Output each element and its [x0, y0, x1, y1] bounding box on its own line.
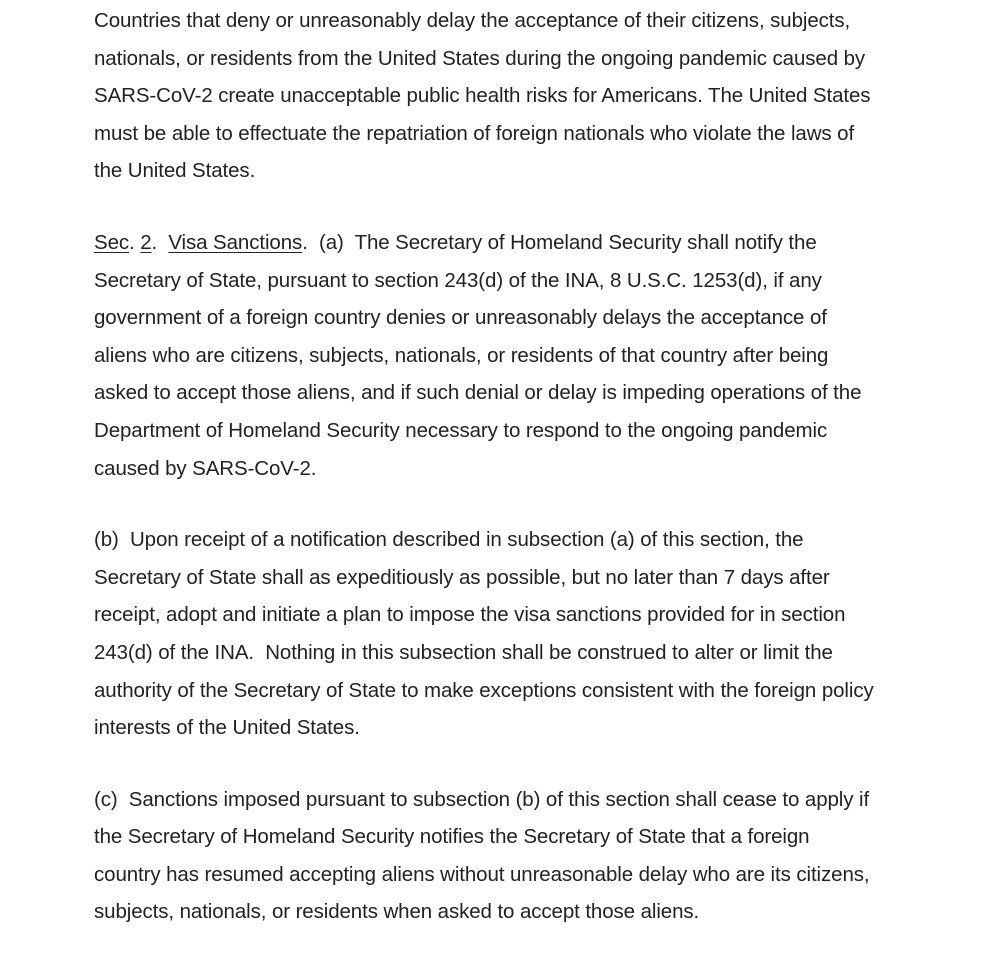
section-number-dot: .	[151, 230, 169, 254]
text-line: interests of the United States.	[94, 716, 360, 740]
text-line: 243(d) of the INA. Nothing in this subsection shall be construed to alter or limit the	[94, 640, 833, 664]
section-first-line-text: . (a) The Secretary of Homeland Security shall notify the	[302, 230, 817, 254]
text-line: government of a foreign country denies or unreasonably delays the acceptance of	[94, 306, 827, 330]
text-line: caused by SARS-CoV-2.	[94, 456, 317, 480]
text-line: asked to accept those aliens, and if such denial or delay is impeding operations of the	[94, 381, 862, 405]
text-line: country has resumed accepting aliens without unreasonable delay who are its citizens,	[94, 862, 870, 886]
text-line: the United States.	[94, 159, 256, 183]
subsection-b-paragraph	[94, 521, 924, 747]
text-line: (b) Upon receipt of a notification described in subsection (a) of this section, the	[94, 528, 804, 552]
section-heading: Visa Sanctions	[168, 230, 303, 254]
text-line: nationals, or residents from the United States during the ongoing pandemic caused by	[94, 46, 866, 70]
subsection-c-paragraph	[94, 781, 924, 931]
document-body	[94, 2, 924, 965]
text-line: must be able to effectuate the repatriation of foreign nationals who violate the laws of	[94, 121, 855, 145]
section-label: Sec	[94, 230, 130, 254]
section-label-dot: .	[129, 230, 141, 254]
section-number: 2	[140, 230, 152, 254]
text-line: Countries that deny or unreasonably delay the acceptance of their citizens, subjects,	[94, 9, 851, 32]
text-line: (c) Sanctions imposed pursuant to subsection (b) of this section shall cease to apply if	[94, 787, 870, 811]
text-line: aliens who are citizens, subjects, nationals, or residents of that country after being	[94, 343, 829, 367]
text-line: SARS-CoV-2 create unacceptable public health risks for Americans. The United States	[94, 84, 871, 108]
section-2-paragraph	[94, 224, 924, 487]
text-line: Secretary of State shall as expeditiously as possible, but no later than 7 days after	[94, 565, 830, 589]
section-2-first-line	[94, 224, 924, 262]
text-line: Secretary of State, pursuant to section 243(d) of the INA, 8 U.S.C. 1253(d), if any	[94, 268, 822, 292]
text-line: the Secretary of Homeland Security notifies the Secretary of State that a foreign	[94, 825, 810, 849]
text-line: receipt, adopt and initiate a plan to impose the visa sanctions provided for in section	[94, 603, 846, 627]
text-line: authority of the Secretary of State to make exceptions consistent with the foreign policy	[94, 678, 874, 702]
intro-paragraph	[94, 2, 924, 190]
text-line: subjects, nationals, or residents when asked to accept those aliens.	[94, 900, 700, 924]
text-line: Department of Homeland Security necessary to respond to the ongoing pandemic	[94, 418, 828, 442]
